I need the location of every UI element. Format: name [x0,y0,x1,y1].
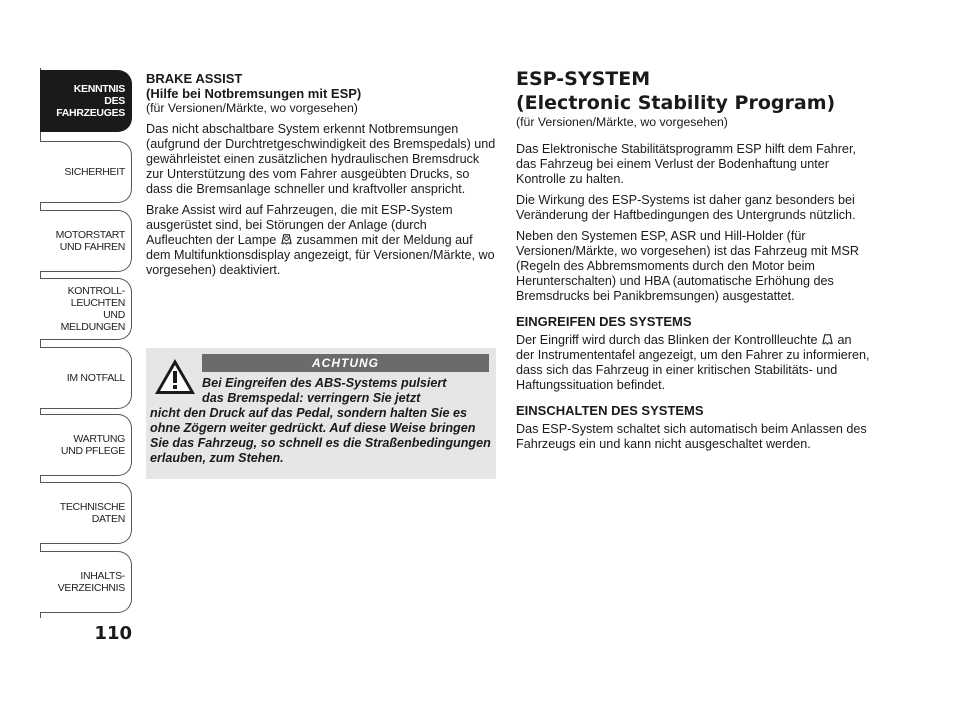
tab-label: KONTROLL- LEUCHTEN UND MELDUNGEN [60,285,125,333]
brake-assist-paragraph-1: Das nicht abschaltbare System erkennt Notbremsungen (aufgrund der Durchtretgeschwindigkeit des Bremspedals) und gewährleistet einen zusätzlichen hydraulischen Bremsdruck zur Unterstützung des vom Fahrer ausgeübten Drucks, so dass die Bremsanlage schneller und kraftvoller anspricht. [146,122,496,196]
tab-label: MOTORSTART UND FAHREN [55,229,125,253]
section-heading-einschalten: EINSCHALTEN DES SYSTEMS [516,403,704,418]
warning-rest: nicht den Druck auf das Pedal, sondern halten Sie es ohne Zögern weiter gedrückt. Auf diese Weise bringen Sie das Fahrzeug, so schnell es die Straßenbedingungen erlauben, zum Stehen. [150,406,491,465]
paragraph-text: an der Instrumententafel angezeigt, um den Fahrer zu informieren, dass sich das Fahrzeug in einer kritischen Stabilitäts- und Haftungssituation befindet. [516,333,870,392]
paragraph-text: Der Eingriff wird durch das Blinken der Kontrollleuchte [516,333,818,347]
paragraph-text: Brake Assist wird auf Fahrzeugen, die mit ESP-System ausgerüstet sind, bei Störungen der Anlage (durch Aufleuchten der Lampe [146,203,453,247]
einschalten-paragraph: Das ESP-System schaltet sich automatisch beim Anlassen des Fahrzeugs ein und kann nicht ausgeschaltet werden. [516,422,867,451]
brake-assist-paragraph-2 [146,203,496,278]
esp-paragraph-1: Das Elektronische Stabilitätsprogramm ESP hilft dem Fahrer, das Fahrzeug bei einem Verlust der Bodenhaftung unter Kontrolle zu halten. [516,142,856,186]
tab-im-notfall[interactable] [40,347,132,409]
esp-subtitle: (Electronic Stability Program) [516,92,836,114]
eingreifen-paragraph [516,333,871,393]
brake-assist-section [146,71,496,284]
section-heading-eingreifen: EINGREIFEN DES SYSTEMS [516,314,692,329]
tab-label: IM NOTFALL [66,372,125,384]
esp-indicator-lamp-icon [821,333,834,346]
esp-availability: (für Versionen/Märkte, wo vorgesehen) [516,115,728,129]
page-number: 110 [94,623,132,644]
esp-title: ESP-SYSTEM [516,68,651,90]
tab-kenntnis-des-fahrzeuges[interactable] [40,70,132,132]
warning-title: ACHTUNG [202,354,489,372]
brake-assist-heading: BRAKE ASSIST [146,71,243,86]
tab-inhaltsverzeichnis[interactable] [40,551,132,613]
tab-label: TECHNISCHE DATEN [59,501,125,525]
tab-kontrollleuchten-und-meldungen[interactable] [40,278,132,340]
brake-assist-subheading: (Hilfe bei Notbremsungen mit ESP) [146,86,362,101]
tab-sicherheit[interactable] [40,141,132,203]
brake-assist-availability: (für Versionen/Märkte, wo vorgesehen) [146,101,358,115]
esp-paragraph-3: Neben den Systemen ESP, ASR und Hill-Holder (für Versionen/Märkte, wo vorgesehen) ist das Fahrzeug mit MSR (Regeln des Abbremsmoments durch den Motor beim Herunterschalten) und HBA (automatische Erhöhung des Bremsdrucks bei Panikbremsungen) ausgestattet. [516,229,859,303]
esp-warning-lamp-icon [280,233,293,246]
tab-label: SICHERHEIT [64,166,125,178]
paragraph-text: zusammen mit der Meldung auf dem Multifunktionsdisplay angezeigt, für Versionen/Märkte, wo vorgesehen) deaktiviert. [146,233,495,277]
tab-wartung-und-pflege[interactable] [40,414,132,476]
tab-label: KENNTNIS DES FAHRZEUGES [56,83,125,119]
tab-technische-daten[interactable] [40,482,132,544]
warning-text [150,376,494,466]
esp-paragraph-2: Die Wirkung des ESP-Systems ist daher ganz besonders bei Veränderung der Haftbedingungen des Untergrunds nützlich. [516,193,856,222]
tab-label: INHALTS- VERZEICHNIS [57,570,125,594]
esp-section [516,67,871,458]
tab-label: WARTUNG UND PFLEGE [60,433,125,457]
warning-line-2: das Bremspedal: verringern Sie jetzt [202,391,421,405]
warning-line-1: Bei Eingreifen des ABS-Systems pulsiert [202,376,447,390]
warning-box [146,348,496,479]
tab-motorstart-und-fahren[interactable] [40,210,132,272]
